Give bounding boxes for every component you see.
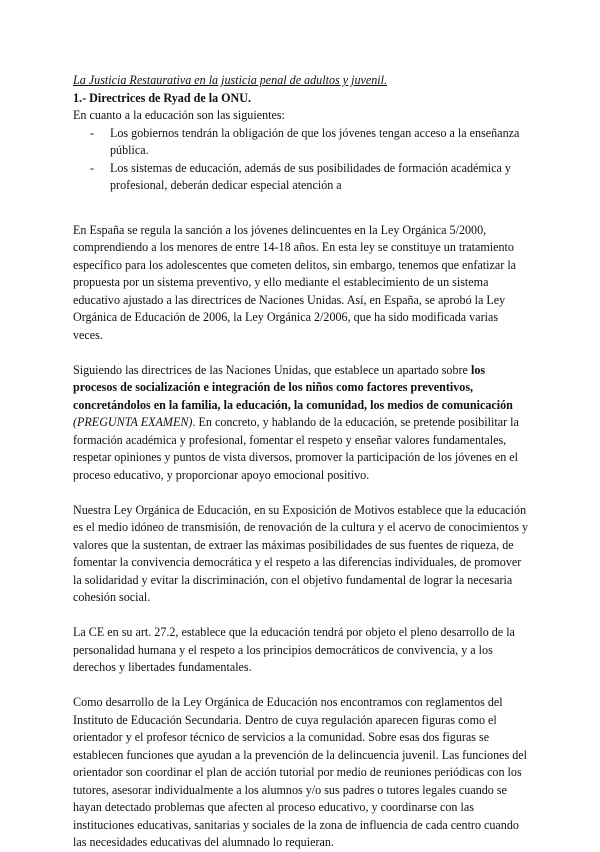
paragraph-bold-phrase: los procesos de socialización e integración de los niños como factores preventivos, concretándolos en la familia, la educación, la comunidad, los medios de comunicación [73,362,513,412]
list-item [73,160,530,195]
section-heading: 1.- Directrices de Ryad de la ONU. [73,90,252,105]
list-item [73,125,530,160]
paragraph-reglamentos-instituto: Como desarrollo de la Ley Orgánica de Educación nos encontramos con reglamentos del Instituto de Educación Secundaria. Dentro de cuya regulación aparecen figuras como el orientador y el profesor técnico de servicios a la comunidad. Sobre esas dos figuras se establecen funciones que ayudan a la prevención de la delincuencia juvenil. Las funciones del orientador son coordinar el plan de acción tutorial por medio de reuniones periódicas con los tutores, asesorar individualmente a los alumnos y/o sus padres o tutores legales cuando se hayan detectado problemas que afecten al proceso educativo, y coordinarse con las instituciones educativas, sanitarias y sociales de la zona de influencia de cada centro cuando las necesidades educativas del alumnado lo requieran. [73,695,527,849]
bullet-marker: - [90,125,95,140]
paragraph-rest: . En concreto, y hablando de la educación, se pretende posibilitar la formación académica y profesional, fomentar el respeto y enseñar valores fundamentales, respetar opiniones y puntos de vista diversos, promover la participación de los jóvenes en el proceso educativo, y proporcionar apoyo emocional positivo. [73,415,519,482]
document-title: La Justicia Restaurativa en la justicia penal de adultos y juvenil. [73,73,388,87]
bullet-text: Los sistemas de educación, además de sus posibilidades de formación académica y profesional, deberán dedicar especial atención a [110,160,511,192]
exam-question-note: (PREGUNTA EXAMEN) [73,415,193,429]
bullet-list [73,125,530,195]
bullet-text: Los gobiernos tendrán la obligación de que los jóvenes tengan acceso a la enseñanza pública. [110,125,520,157]
paragraph-constitucion-art-27: La CE en su art. 27.2, establece que la educación tendrá por objeto el pleno desarrollo de la personalidad humana y el respeto a los principios democráticos de convivencia, y a los derechos y libertades fundamentales. [73,625,515,674]
paragraph-lead: Siguiendo las directrices de las Naciones Unidas, que establece un apartado sobre [73,362,471,377]
intro-text: En cuanto a la educación son las siguientes: [73,108,285,122]
paragraph-exposicion-motivos: Nuestra Ley Orgánica de Educación, en su Exposición de Motivos establece que la educación es el medio idóneo de transmisión, de renovación de la cultura y el acervo de conocimientos y valores que la sustentan, de extraer las máximas posibilidades de sus fuentes de riqueza, de fomentar la convivencia democrática y el respeto a las diferencias individuales, de promover la solidaridad y evitar la discriminación, con el objetivo fundamental de lograr la necesaria cohesión social. [73,502,529,604]
bullet-marker: - [90,160,95,175]
paragraph-directrices-naciones-unidas [73,362,530,485]
paragraph-ley-organica-5-2000: En España se regula la sanción a los jóvenes delincuentes en la Ley Orgánica 5/2000, comprendiendo a los menores de entre 14-18 años. En esta ley se constituye un tratamiento específico para los adolescentes que cometen delitos, sin embargo, tenemos que enfatizar la propuesta por un sistema preventivo, y ello mediante el establecimiento de un sistema educativo ajustado a las directrices de Naciones Unidas. Así, en España, se aprobó la Ley Orgánica de Educación de 2006, la Ley Orgánica 2/2006, que ha sido modificada varias veces. [73,222,517,342]
